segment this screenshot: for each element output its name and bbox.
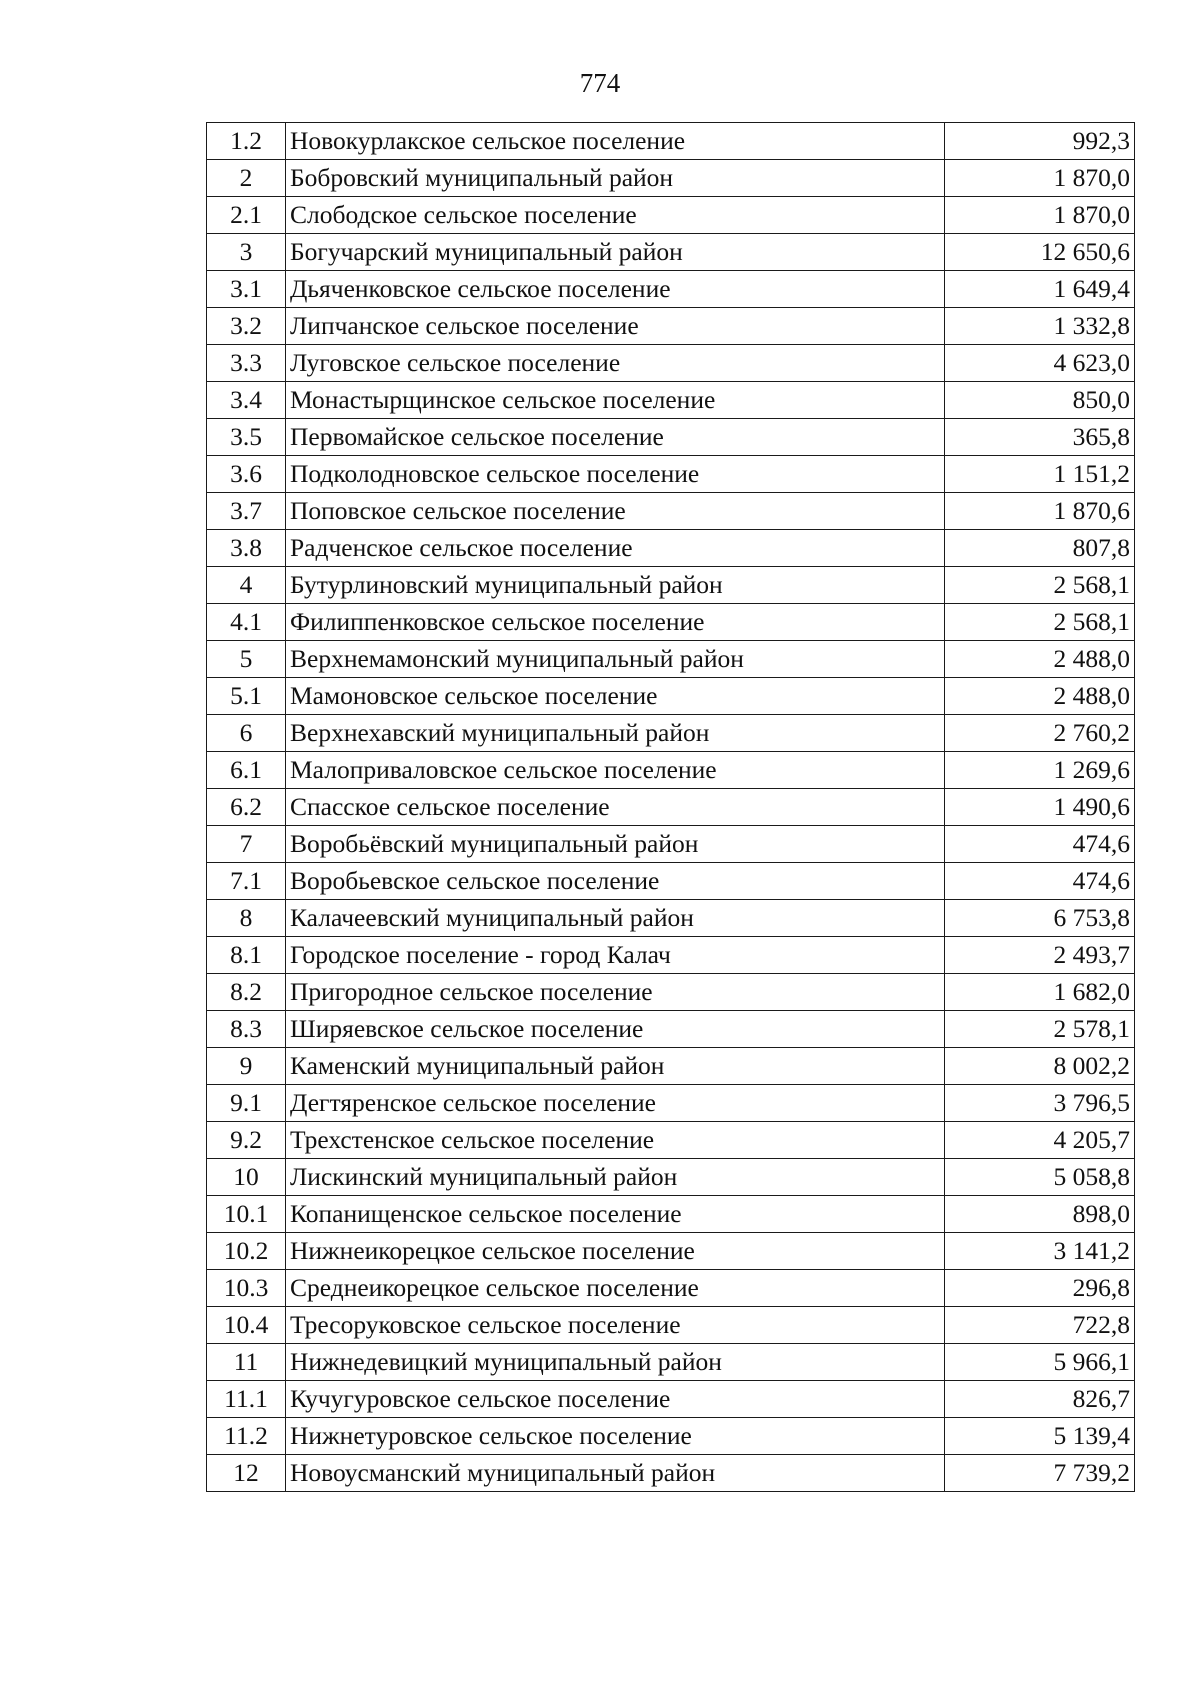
amount-cell: 2 568,1 — [945, 604, 1135, 641]
municipality-name-cell: Нижнетуровское сельское поселение — [286, 1418, 945, 1455]
row-number-cell: 9.2 — [207, 1122, 286, 1159]
municipality-name-cell: Поповское сельское поселение — [286, 493, 945, 530]
municipality-name-cell: Дегтяренское сельское поселение — [286, 1085, 945, 1122]
row-number-cell: 3.2 — [207, 308, 286, 345]
budget-table — [206, 122, 1135, 1492]
amount-cell: 474,6 — [945, 826, 1135, 863]
row-number-cell: 4.1 — [207, 604, 286, 641]
row-number-cell: 1.2 — [207, 123, 286, 160]
municipality-name-cell: Луговское сельское поселение — [286, 345, 945, 382]
row-number-cell: 2.1 — [207, 197, 286, 234]
row-number-cell: 3.5 — [207, 419, 286, 456]
row-number-cell: 3.7 — [207, 493, 286, 530]
municipality-name-cell: Каменский муниципальный район — [286, 1048, 945, 1085]
amount-cell: 365,8 — [945, 419, 1135, 456]
municipality-name-cell: Трехстенское сельское поселение — [286, 1122, 945, 1159]
table-row — [207, 308, 1135, 345]
row-number-cell: 10.1 — [207, 1196, 286, 1233]
amount-cell: 474,6 — [945, 863, 1135, 900]
amount-cell: 3 796,5 — [945, 1085, 1135, 1122]
municipality-name-cell: Дьяченковское сельское поселение — [286, 271, 945, 308]
municipality-name-cell: Радченское сельское поселение — [286, 530, 945, 567]
row-number-cell: 5 — [207, 641, 286, 678]
row-number-cell: 6.1 — [207, 752, 286, 789]
amount-cell: 826,7 — [945, 1381, 1135, 1418]
row-number-cell: 2 — [207, 160, 286, 197]
municipality-name-cell: Кучугуровское сельское поселение — [286, 1381, 945, 1418]
municipality-name-cell: Нижнедевицкий муниципальный район — [286, 1344, 945, 1381]
row-number-cell: 11 — [207, 1344, 286, 1381]
table-row — [207, 900, 1135, 937]
row-number-cell: 3 — [207, 234, 286, 271]
municipality-name-cell: Монастырщинское сельское поселение — [286, 382, 945, 419]
amount-cell: 3 141,2 — [945, 1233, 1135, 1270]
table-row — [207, 1307, 1135, 1344]
row-number-cell: 10 — [207, 1159, 286, 1196]
table-row — [207, 641, 1135, 678]
amount-cell: 2 578,1 — [945, 1011, 1135, 1048]
municipality-name-cell: Тресоруковское сельское поселение — [286, 1307, 945, 1344]
amount-cell: 722,8 — [945, 1307, 1135, 1344]
table-row — [207, 1122, 1135, 1159]
municipality-name-cell: Верхнехавский муниципальный район — [286, 715, 945, 752]
table-row — [207, 1381, 1135, 1418]
table-row — [207, 1196, 1135, 1233]
municipality-name-cell: Филиппенковское сельское поселение — [286, 604, 945, 641]
row-number-cell: 3.1 — [207, 271, 286, 308]
amount-cell: 12 650,6 — [945, 234, 1135, 271]
table-body — [207, 123, 1135, 1492]
amount-cell: 1 870,0 — [945, 160, 1135, 197]
amount-cell: 1 649,4 — [945, 271, 1135, 308]
amount-cell: 1 682,0 — [945, 974, 1135, 1011]
municipality-name-cell: Копанищенское сельское поселение — [286, 1196, 945, 1233]
municipality-name-cell: Нижнеикорецкое сельское поселение — [286, 1233, 945, 1270]
municipality-name-cell: Новокурлакское сельское поселение — [286, 123, 945, 160]
municipality-name-cell: Слободское сельское поселение — [286, 197, 945, 234]
amount-cell: 8 002,2 — [945, 1048, 1135, 1085]
municipality-name-cell: Воробьёвский муниципальный район — [286, 826, 945, 863]
table-row — [207, 715, 1135, 752]
row-number-cell: 10.3 — [207, 1270, 286, 1307]
row-number-cell: 7.1 — [207, 863, 286, 900]
row-number-cell: 9 — [207, 1048, 286, 1085]
municipality-name-cell: Ширяевское сельское поселение — [286, 1011, 945, 1048]
row-number-cell: 11.1 — [207, 1381, 286, 1418]
row-number-cell: 6 — [207, 715, 286, 752]
row-number-cell: 8.1 — [207, 937, 286, 974]
amount-cell: 1 332,8 — [945, 308, 1135, 345]
table-row — [207, 752, 1135, 789]
amount-cell: 5 058,8 — [945, 1159, 1135, 1196]
row-number-cell: 11.2 — [207, 1418, 286, 1455]
table-row — [207, 974, 1135, 1011]
municipality-name-cell: Бутурлиновский муниципальный район — [286, 567, 945, 604]
row-number-cell: 10.2 — [207, 1233, 286, 1270]
table-row — [207, 1085, 1135, 1122]
row-number-cell: 3.8 — [207, 530, 286, 567]
row-number-cell: 6.2 — [207, 789, 286, 826]
municipality-name-cell: Пригородное сельское поселение — [286, 974, 945, 1011]
amount-cell: 2 493,7 — [945, 937, 1135, 974]
municipality-name-cell: Среднеикорецкое сельское поселение — [286, 1270, 945, 1307]
row-number-cell: 10.4 — [207, 1307, 286, 1344]
table-row — [207, 197, 1135, 234]
table-row — [207, 123, 1135, 160]
table-row — [207, 678, 1135, 715]
amount-cell: 7 739,2 — [945, 1455, 1135, 1492]
row-number-cell: 3.4 — [207, 382, 286, 419]
amount-cell: 992,3 — [945, 123, 1135, 160]
table-row — [207, 604, 1135, 641]
amount-cell: 2 488,0 — [945, 641, 1135, 678]
table-row — [207, 382, 1135, 419]
row-number-cell: 9.1 — [207, 1085, 286, 1122]
municipality-name-cell: Мамоновское сельское поселение — [286, 678, 945, 715]
table-row — [207, 530, 1135, 567]
row-number-cell: 4 — [207, 567, 286, 604]
table-row — [207, 1048, 1135, 1085]
municipality-name-cell: Малоприваловское сельское поселение — [286, 752, 945, 789]
amount-cell: 2 760,2 — [945, 715, 1135, 752]
table-row — [207, 419, 1135, 456]
amount-cell: 1 151,2 — [945, 456, 1135, 493]
table-row — [207, 1270, 1135, 1307]
table-row — [207, 160, 1135, 197]
amount-cell: 5 139,4 — [945, 1418, 1135, 1455]
amount-cell: 2 568,1 — [945, 567, 1135, 604]
municipality-name-cell: Новоусманский муниципальный район — [286, 1455, 945, 1492]
table-row — [207, 1233, 1135, 1270]
municipality-name-cell: Калачеевский муниципальный район — [286, 900, 945, 937]
row-number-cell: 8 — [207, 900, 286, 937]
municipality-name-cell: Верхнемамонский муниципальный район — [286, 641, 945, 678]
municipality-name-cell: Лискинский муниципальный район — [286, 1159, 945, 1196]
amount-cell: 898,0 — [945, 1196, 1135, 1233]
amount-cell: 5 966,1 — [945, 1344, 1135, 1381]
municipality-name-cell: Липчанское сельское поселение — [286, 308, 945, 345]
table-row — [207, 826, 1135, 863]
amount-cell: 2 488,0 — [945, 678, 1135, 715]
table-row — [207, 1159, 1135, 1196]
table-row — [207, 234, 1135, 271]
row-number-cell: 5.1 — [207, 678, 286, 715]
table-row — [207, 345, 1135, 382]
amount-cell: 1 870,0 — [945, 197, 1135, 234]
amount-cell: 1 490,6 — [945, 789, 1135, 826]
row-number-cell: 3.3 — [207, 345, 286, 382]
municipality-name-cell: Подколодновское сельское поселение — [286, 456, 945, 493]
page-number: 774 — [579, 68, 621, 98]
table-row — [207, 456, 1135, 493]
table-row — [207, 789, 1135, 826]
amount-cell: 296,8 — [945, 1270, 1135, 1307]
amount-cell: 4 205,7 — [945, 1122, 1135, 1159]
amount-cell: 850,0 — [945, 382, 1135, 419]
municipality-name-cell: Богучарский муниципальный район — [286, 234, 945, 271]
table-row — [207, 567, 1135, 604]
table-row — [207, 1455, 1135, 1492]
table-row — [207, 863, 1135, 900]
table-row — [207, 493, 1135, 530]
table-row — [207, 1011, 1135, 1048]
municipality-name-cell: Спасское сельское поселение — [286, 789, 945, 826]
table-row — [207, 937, 1135, 974]
row-number-cell: 12 — [207, 1455, 286, 1492]
amount-cell: 1 269,6 — [945, 752, 1135, 789]
table-row — [207, 271, 1135, 308]
row-number-cell: 8.2 — [207, 974, 286, 1011]
amount-cell: 6 753,8 — [945, 900, 1135, 937]
municipality-name-cell: Первомайское сельское поселение — [286, 419, 945, 456]
amount-cell: 807,8 — [945, 530, 1135, 567]
municipality-name-cell: Городское поселение - город Калач — [286, 937, 945, 974]
row-number-cell: 8.3 — [207, 1011, 286, 1048]
row-number-cell: 3.6 — [207, 456, 286, 493]
table-row — [207, 1344, 1135, 1381]
amount-cell: 1 870,6 — [945, 493, 1135, 530]
amount-cell: 4 623,0 — [945, 345, 1135, 382]
table-row — [207, 1418, 1135, 1455]
row-number-cell: 7 — [207, 826, 286, 863]
municipality-name-cell: Воробьевское сельское поселение — [286, 863, 945, 900]
municipality-name-cell: Бобровский муниципальный район — [286, 160, 945, 197]
